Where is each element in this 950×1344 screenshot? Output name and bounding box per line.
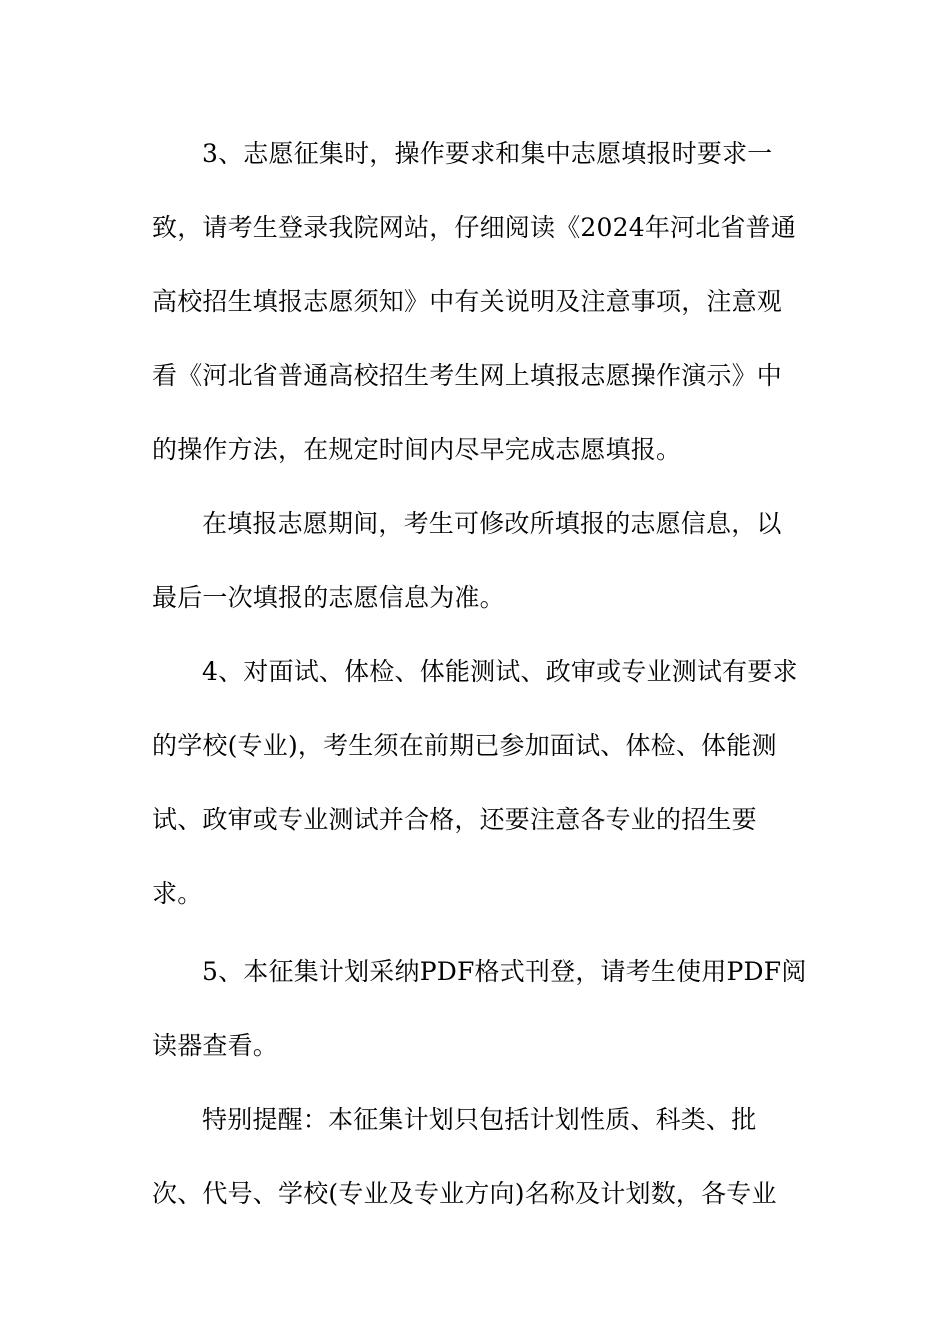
paragraph-line: 最后一次填报的志愿信息为准。 [152, 583, 505, 612]
paragraph-line: 3、志愿征集时，操作要求和集中志愿填报时要求一 [202, 139, 773, 168]
paragraph-line: 高校招生填报志愿须知》中有关说明及注意事项，注意观 [152, 287, 783, 316]
paragraph-line: 4、对面试、体检、体能测试、政审或专业测试有要求 [202, 657, 798, 686]
paragraph-line: 次、代号、学校(专业及专业方向)名称及计划数，各专业 [152, 1179, 777, 1208]
paragraph-line: 特别提醒：本征集计划只包括计划性质、科类、批 [202, 1105, 757, 1134]
paragraph-line: 读器查看。 [152, 1031, 279, 1060]
paragraph-line: 致，请考生登录我院网站，仔细阅读《2024年河北省普通 [152, 213, 797, 242]
paragraph-line: 看《河北省普通高校招生考生网上填报志愿操作演示》中 [152, 361, 783, 390]
paragraph-line: 试、政审或专业测试并合格，还要注意各专业的招生要 [152, 805, 757, 834]
paragraph-line: 在填报志愿期间，考生可修改所填报的志愿信息，以 [202, 509, 782, 538]
paragraph-line: 的学校(专业)，考生须在前期已参加面试、体检、体能测 [152, 731, 777, 760]
paragraph-line: 求。 [152, 879, 203, 908]
paragraph-line: 的操作方法，在规定时间内尽早完成志愿填报。 [152, 435, 682, 464]
paragraph-line: 5、本征集计划采纳PDF格式刊登，请考生使用PDF阅 [202, 957, 807, 986]
